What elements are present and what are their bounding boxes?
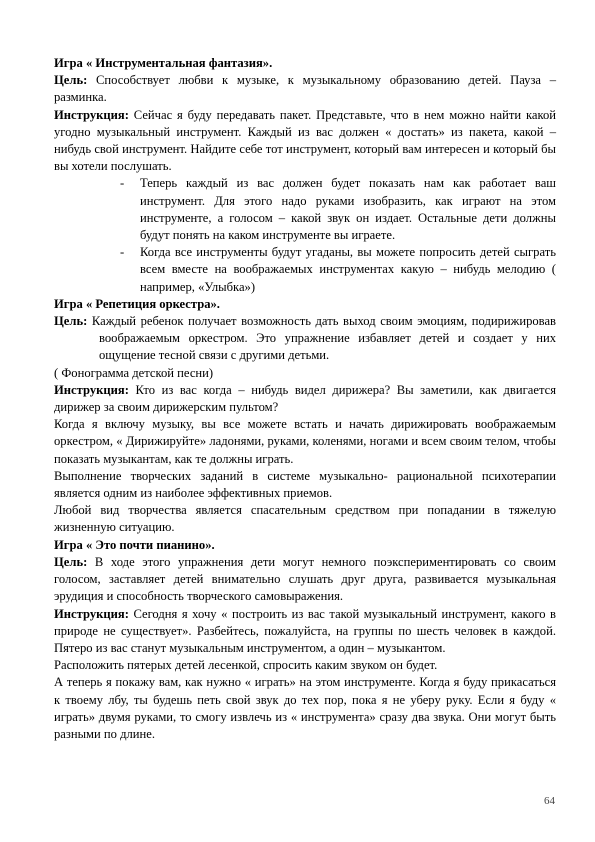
game2-paragraph: Любой вид творчества является спасательным средством при попадании в тяжелую жизненную ситуацию. [54,503,556,535]
instruction-text: Сегодня я хочу « построить из вас такой музыкальный инструмент, какого в природе не существует». Разбейтесь, пожалуйста, на группы по шесть человек в каждой. Пятеро из вас станут музыкальным инструментом, а один – музыкантом. [54,606,556,655]
game2-title: Игра « Репетиция оркестра». [54,296,220,311]
goal-text: В ходе этого упражнения дети могут немного поэкспериментировать со своим голосом, заставляет детей внимательно слушать друг друга, развивается музыкальная эрудиция и способность творческого самовыражения. [54,554,556,604]
instruction-text: Кто из вас когда – нибудь видел дирижера? Вы заметили, как двигается дирижер за своим дирижерским пультом? [54,382,556,415]
goal-text: Каждый ребенок получает возможность дать выход своим эмоциям, подирижировав воображаемым оркестром. Это упражнение избавляет детей и создает у них ощущение тесной связи с другими детьми. [87,314,556,363]
game2-paragraph: Когда я включу музыку, вы все можете встать и начать дирижировать воображаемым оркестром, « Дирижируйте» ладонями, руками, коленями, ногами и всем своим телом, чтобы показать музыкантам, как те должны играть. [54,417,556,466]
goal-label: Цель: [54,73,88,88]
instruction-label: Инструкция: [54,382,129,397]
game2-paragraph: Выполнение творческих заданий в системе музыкально- рациональной психотерапии является одним из наиболее эффективных приемов. [54,468,556,501]
game3-paragraph: Расположить пятерых детей лесенкой, спросить каким звуком он будет. [54,658,438,673]
document-page [54,55,556,743]
page-number: 64 [544,795,555,807]
goal-label: Цель: [54,314,88,329]
game3-instruction [54,606,556,658]
list-item: - Когда все инструменты будут угаданы, вы можете попросить детей сыграть всем вместе на воображаемых инструментах какую – нибудь мелодию ( например, «Улыбка») [120,244,556,296]
game3-title: Игра « Это почти пианино». [54,537,215,552]
game2-instruction [54,382,556,416]
goal-label: Цель: [54,554,88,569]
list-item: - Теперь каждый из вас должен будет показать нам как работает ваш инструмент. Для этого надо руками изобразить, как играют на этом инструменте, а голосом – какой звук он издает. Остальные дети должны будут понять на каком инструменте вы играете. [120,175,556,244]
instruction-label: Инструкция: [54,107,129,122]
instruction-text: Сейчас я буду передавать пакет. Представьте, что в нем можно найти какой угодно музыкальный инструмент. Каждый из вас должен « достать» из пакета, какой – нибудь свой инструмент. Найдите себе тот инструмент, который вам интересен и который бы вы хотели послушать. [54,107,556,174]
goal-text: Способствует любви к музыке, к музыкальному образованию детей. Пауза – разминка. [54,73,556,105]
game1-instruction [54,107,556,176]
game1-bullet-list [54,175,556,295]
game2-phonogram: ( Фонограмма детской песни) [54,365,214,380]
game1-goal [54,72,556,106]
game3-paragraph: А теперь я покажу вам, как нужно « играть» на этом инструменте. Когда я буду прикасаться к твоему лбу, ты будешь петь свой звук до тех пор, пока я не уберу руку. Если я буду « играть» двумя руками, то смогу извлечь из « инструмента» сразу два звука. Они могут быть разными по длине. [54,675,556,741]
game1-title: Игра « Инструментальная фантазия». [54,56,273,70]
game2-goal [54,313,556,365]
instruction-label: Инструкция: [54,606,129,621]
game3-goal [54,554,556,606]
